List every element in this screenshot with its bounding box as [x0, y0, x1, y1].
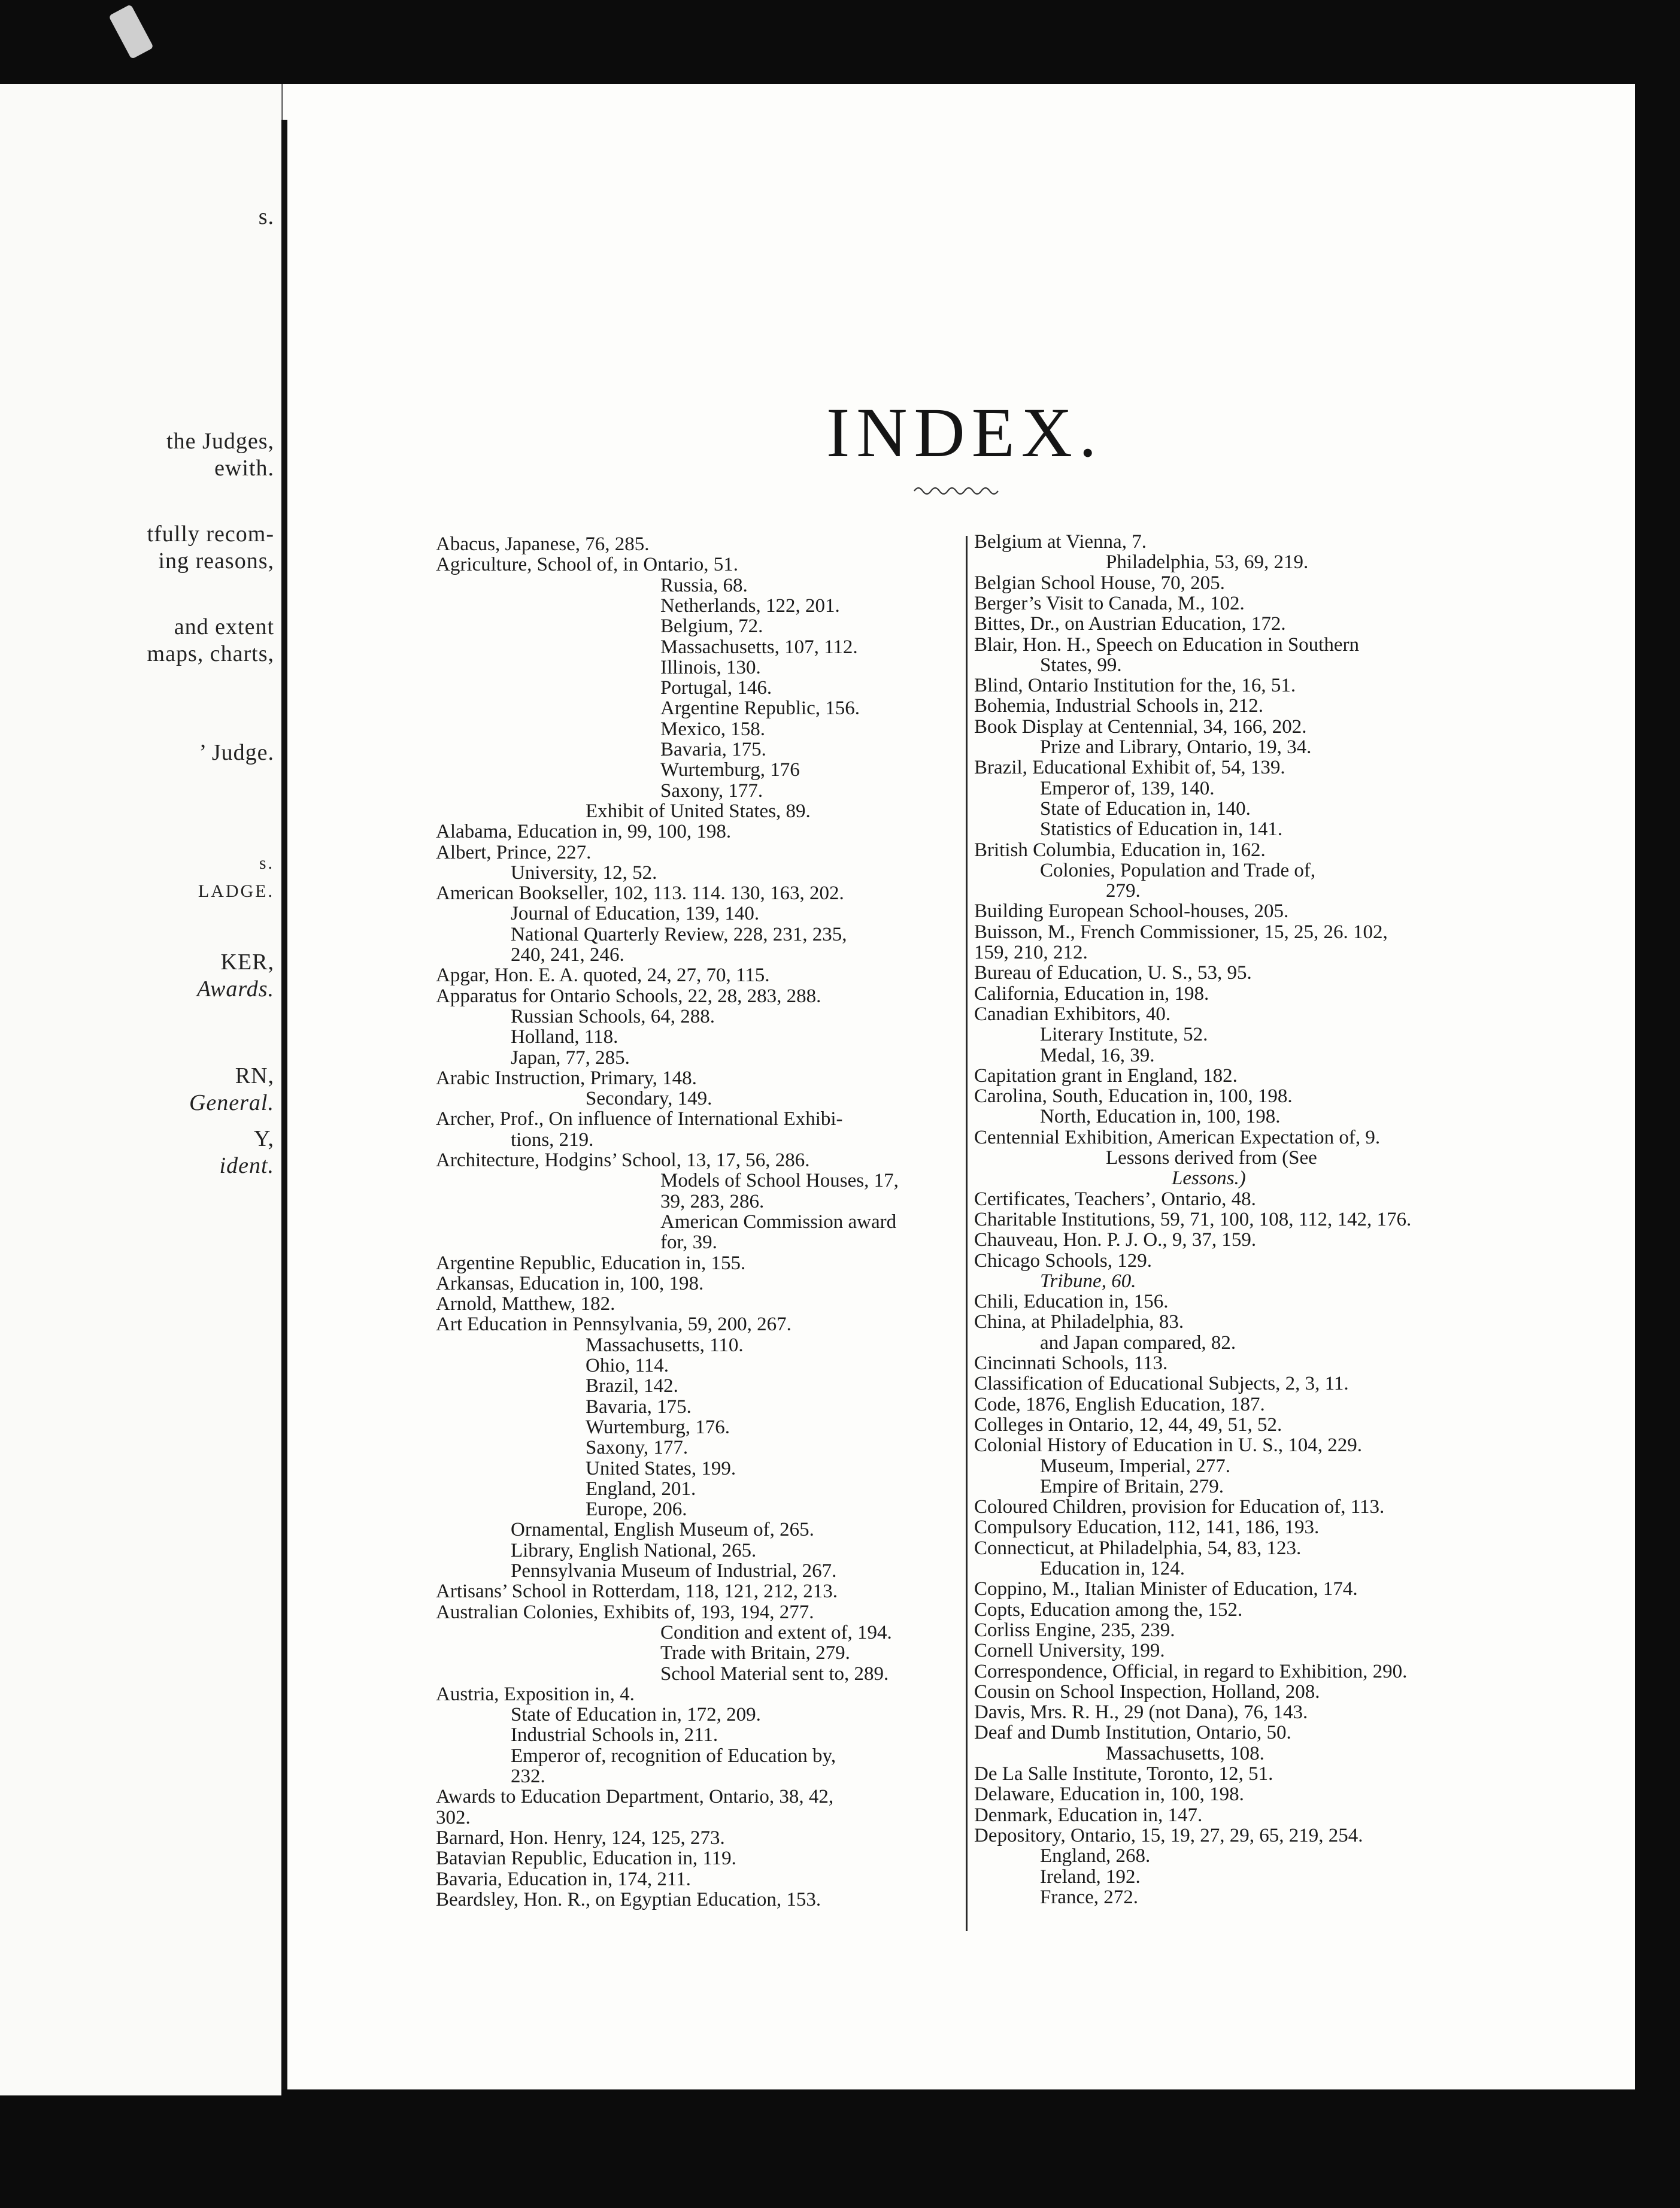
index-entry: Delaware, Education in, 100, 198. [974, 1784, 1244, 1806]
index-entry: Japan, 77, 285. [511, 1047, 630, 1069]
index-entry: Bavaria, Education in, 174, 211. [436, 1868, 691, 1890]
index-entry: Classification of Educational Subjects, 2, 3, 11. [974, 1373, 1349, 1395]
column-divider [966, 536, 968, 1931]
index-entry: Apgar, Hon. E. A. quoted, 24, 27, 70, 115. [436, 965, 770, 987]
index-entry: Archer, Prof., On influence of International Exhibi- [436, 1108, 843, 1130]
index-entry: American Commission award [660, 1211, 897, 1233]
index-entry: Portugal, 146. [660, 677, 772, 699]
index-entry: Saxony, 177. [586, 1437, 689, 1459]
index-entry: Building European School-houses, 205. [974, 900, 1289, 923]
index-entry: Ohio, 114. [586, 1355, 669, 1376]
index-entry: England, 268. [1040, 1845, 1151, 1867]
index-entry: Massachusetts, 107, 112. [660, 636, 858, 658]
index-entry: Apparatus for Ontario Schools, 22, 28, 283, 288. [436, 985, 821, 1007]
index-entry: Wurtemburg, 176 [660, 759, 800, 781]
index-entry: Certificates, Teachers’, Ontario, 48. [974, 1188, 1256, 1210]
previous-page-line: Awards. [196, 976, 274, 1002]
index-entry: for, 39. [660, 1232, 717, 1254]
index-entry: Chicago Schools, 129. [974, 1249, 1152, 1272]
index-entry: 302. [436, 1806, 471, 1828]
index-entry: School Material sent to, 289. [660, 1663, 889, 1685]
index-entry: State of Education in, 140. [1040, 797, 1251, 820]
index-entry: Connecticut, at Philadelphia, 54, 83, 123. [974, 1537, 1302, 1559]
edge-speck [108, 4, 154, 59]
index-entry: United States, 199. [586, 1457, 736, 1479]
index-entry: Denmark, Education in, 147. [974, 1804, 1203, 1826]
previous-page-line: tfully recom- [147, 521, 274, 547]
index-entry: Colonies, Population and Trade of, [1040, 859, 1316, 881]
index-entry: Book Display at Centennial, 34, 166, 202. [974, 715, 1307, 738]
index-entry: Charitable Institutions, 59, 71, 100, 108, 112, 142, 176. [974, 1208, 1412, 1230]
index-entry: China, at Philadelphia, 83. [974, 1311, 1184, 1333]
index-entry: 279. [1106, 880, 1141, 902]
page-title: INDEX. [826, 393, 1103, 472]
index-entry: Cincinnati Schools, 113. [974, 1352, 1168, 1374]
index-entry: Mexico, 158. [660, 718, 766, 740]
previous-page-line: LADGE. [198, 881, 274, 901]
index-entry: Medal, 16, 39. [1040, 1044, 1155, 1066]
index-entry: Illinois, 130. [660, 656, 761, 678]
index-entry: Pennsylvania Museum of Industrial, 267. [511, 1560, 837, 1582]
index-entry: Ornamental, English Museum of, 265. [511, 1519, 814, 1541]
index-entry: Brazil, Educational Exhibit of, 54, 139. [974, 757, 1285, 779]
index-entry: Lessons.) [1172, 1167, 1246, 1190]
previous-page-line: RN, [235, 1063, 274, 1088]
index-entry: Artisans’ School in Rotterdam, 118, 121, 212, 213. [436, 1581, 838, 1603]
index-entry: Centennial Exhibition, American Expectation of, 9. [974, 1126, 1381, 1148]
index-entry: Trade with Britain, 279. [660, 1642, 850, 1664]
previous-page-line: ’ Judge. [199, 740, 274, 765]
index-entry: Journal of Education, 139, 140. [511, 903, 760, 925]
index-entry: Holland, 118. [511, 1026, 618, 1048]
index-entry: Blair, Hon. H., Speech on Education in Southern [974, 633, 1359, 656]
index-entry: and Japan compared, 82. [1040, 1332, 1236, 1354]
index-entry: Tribune, 60. [1040, 1270, 1136, 1292]
previous-page-line: KER, [220, 950, 274, 975]
index-entry: England, 201. [586, 1478, 696, 1500]
previous-page-line: ident. [219, 1153, 274, 1178]
index-entry: Secondary, 149. [586, 1088, 712, 1110]
index-entry: Argentine Republic, Education in, 155. [436, 1252, 746, 1274]
index-entry: tions, 219. [511, 1129, 594, 1151]
index-entry: Australian Colonies, Exhibits of, 193, 194, 277. [436, 1601, 814, 1623]
index-entry: Saxony, 177. [660, 780, 763, 802]
index-entry: Russia, 68. [660, 574, 748, 596]
index-entry: 159, 210, 212. [974, 942, 1088, 963]
index-entry: Arabic Instruction, Primary, 148. [436, 1067, 697, 1089]
index-entry: Philadelphia, 53, 69, 219. [1106, 551, 1309, 574]
index-entry: Deaf and Dumb Institution, Ontario, 50. [974, 1722, 1291, 1744]
index-entry: Cornell University, 199. [974, 1640, 1165, 1662]
index-entry: Awards to Education Department, Ontario, 38, 42, [436, 1786, 834, 1808]
index-entry: Albert, Prince, 227. [436, 841, 592, 863]
index-entry: Lessons derived from (See [1106, 1147, 1317, 1169]
index-entry: Condition and extent of, 194. [660, 1621, 892, 1643]
previous-page-line: ewith. [214, 456, 274, 481]
index-entry: Industrial Schools in, 211. [511, 1724, 718, 1746]
index-entry: Emperor of, recognition of Education by, [511, 1745, 836, 1767]
index-entry: Bittes, Dr., on Austrian Education, 172. [974, 613, 1286, 635]
previous-page-line: s. [259, 853, 274, 873]
index-entry: American Bookseller, 102, 113. 114. 130, 163, 202. [436, 882, 844, 905]
index-entry: Museum, Imperial, 277. [1040, 1455, 1231, 1477]
index-entry: Bureau of Education, U. S., 53, 95. [974, 962, 1252, 984]
index-entry: Library, English National, 265. [511, 1539, 757, 1561]
index-entry: Colonial History of Education in U. S., 104, 229. [974, 1434, 1363, 1457]
index-entry: Massachusetts, 108. [1106, 1742, 1264, 1764]
index-entry: 232. [511, 1766, 545, 1787]
previous-page-line: the Judges, [166, 429, 274, 454]
index-entry: Europe, 206. [586, 1499, 687, 1521]
index-entry: Berger’s Visit to Canada, M., 102. [974, 592, 1245, 614]
index-entry: Alabama, Education in, 99, 100, 198. [436, 821, 732, 843]
index-entry: Prize and Library, Ontario, 19, 34. [1040, 736, 1312, 758]
index-entry: Exhibit of United States, 89. [586, 800, 811, 822]
index-entry: Bavaria, 175. [660, 739, 766, 760]
index-entry: Capitation grant in England, 182. [974, 1064, 1238, 1087]
index-entry: Abacus, Japanese, 76, 285. [436, 533, 650, 555]
index-entry: Bavaria, 175. [586, 1396, 692, 1418]
index-entry: Beardsley, Hon. R., on Egyptian Education, 153. [436, 1888, 821, 1910]
index-entry: Education in, 124. [1040, 1558, 1185, 1579]
index-entry: Massachusetts, 110. [586, 1334, 744, 1356]
index-entry: Batavian Republic, Education in, 119. [436, 1848, 736, 1870]
index-entry: Art Education in Pennsylvania, 59, 200, 267. [436, 1314, 792, 1336]
index-entry: France, 272. [1040, 1886, 1139, 1908]
index-entry: Architecture, Hodgins’ School, 13, 17, 56, 286. [436, 1150, 810, 1171]
index-entry: Coppino, M., Italian Minister of Education, 174. [974, 1578, 1358, 1600]
index-entry: Literary Institute, 52. [1040, 1024, 1208, 1046]
index-entry: Correspondence, Official, in regard to Exhibition, 290. [974, 1660, 1408, 1682]
index-entry: Ireland, 192. [1040, 1866, 1141, 1888]
previous-page-line: ing reasons, [158, 548, 274, 574]
index-entry: British Columbia, Education in, 162. [974, 839, 1266, 861]
index-entry: Belgian School House, 70, 205. [974, 572, 1225, 594]
index-entry: Belgium at Vienna, 7. [974, 531, 1147, 553]
previous-page-line: maps, charts, [147, 641, 274, 666]
index-entry: Belgium, 72. [660, 615, 763, 638]
index-entry: Arkansas, Education in, 100, 198. [436, 1272, 704, 1294]
index-entry: Bohemia, Industrial Schools in, 212. [974, 695, 1264, 717]
index-entry: Davis, Mrs. R. H., 29 (not Dana), 76, 143. [974, 1702, 1308, 1724]
index-entry: Statistics of Education in, 141. [1040, 818, 1283, 841]
index-entry: Wurtemburg, 176. [586, 1416, 730, 1438]
index-entry: Arnold, Matthew, 182. [436, 1293, 615, 1315]
index-entry: Canadian Exhibitors, 40. [974, 1003, 1171, 1025]
index-entry: Copts, Education among the, 152. [974, 1599, 1243, 1621]
index-entry: 39, 283, 286. [660, 1190, 765, 1212]
page-spine-edge [281, 120, 287, 2089]
index-entry: Buisson, M., French Commissioner, 15, 25, 26. 102, [974, 921, 1388, 943]
index-entry: Coloured Children, provision for Education of, 113. [974, 1496, 1385, 1518]
index-entry: Depository, Ontario, 15, 19, 27, 29, 65, 219, 254. [974, 1824, 1363, 1846]
wavy-ornament [913, 482, 1003, 500]
index-entry: University, 12, 52. [511, 862, 657, 884]
index-entry: Models of School Houses, 17, [660, 1170, 899, 1192]
previous-page-line: and extent [174, 614, 274, 639]
index-entry: Carolina, South, Education in, 100, 198. [974, 1085, 1293, 1108]
index-entry: Brazil, 142. [586, 1375, 678, 1397]
index-entry: Cousin on School Inspection, Holland, 208. [974, 1681, 1320, 1703]
index-entry: Argentine Republic, 156. [660, 697, 860, 720]
index-entry: De La Salle Institute, Toronto, 12, 51. [974, 1763, 1273, 1785]
index-entry: Corliss Engine, 235, 239. [974, 1619, 1175, 1641]
index-entry: National Quarterly Review, 228, 231, 235, [511, 923, 847, 945]
index-entry: Chauveau, Hon. P. J. O., 9, 37, 159. [974, 1229, 1257, 1251]
index-entry: Chili, Education in, 156. [974, 1291, 1169, 1313]
index-entry: 240, 241, 246. [511, 944, 624, 966]
index-entry: Emperor of, 139, 140. [1040, 777, 1215, 799]
index-entry: Compulsory Education, 112, 141, 186, 193. [974, 1517, 1320, 1539]
previous-page-line: s. [258, 204, 274, 229]
previous-page-fragment [0, 84, 281, 2095]
previous-page-line: General. [189, 1090, 274, 1115]
index-entry: North, Education in, 100, 198. [1040, 1106, 1281, 1128]
index-entry: Empire of Britain, 279. [1040, 1475, 1224, 1497]
index-entry: States, 99. [1040, 654, 1122, 676]
index-entry: Netherlands, 122, 201. [660, 595, 840, 617]
index-entry: State of Education in, 172, 209. [511, 1704, 761, 1726]
index-entry: California, Education in, 198. [974, 982, 1209, 1005]
index-entry: Colleges in Ontario, 12, 44, 49, 51, 52. [974, 1414, 1282, 1436]
previous-page-line: Y, [253, 1126, 274, 1151]
index-entry: Barnard, Hon. Henry, 124, 125, 273. [436, 1827, 725, 1849]
index-entry: Code, 1876, English Education, 187. [974, 1393, 1265, 1415]
index-entry: Agriculture, School of, in Ontario, 51. [436, 554, 738, 576]
index-entry: Russian Schools, 64, 288. [511, 1005, 715, 1027]
index-entry: Austria, Exposition in, 4. [436, 1683, 635, 1705]
index-entry: Blind, Ontario Institution for the, 16, 51. [974, 675, 1296, 697]
